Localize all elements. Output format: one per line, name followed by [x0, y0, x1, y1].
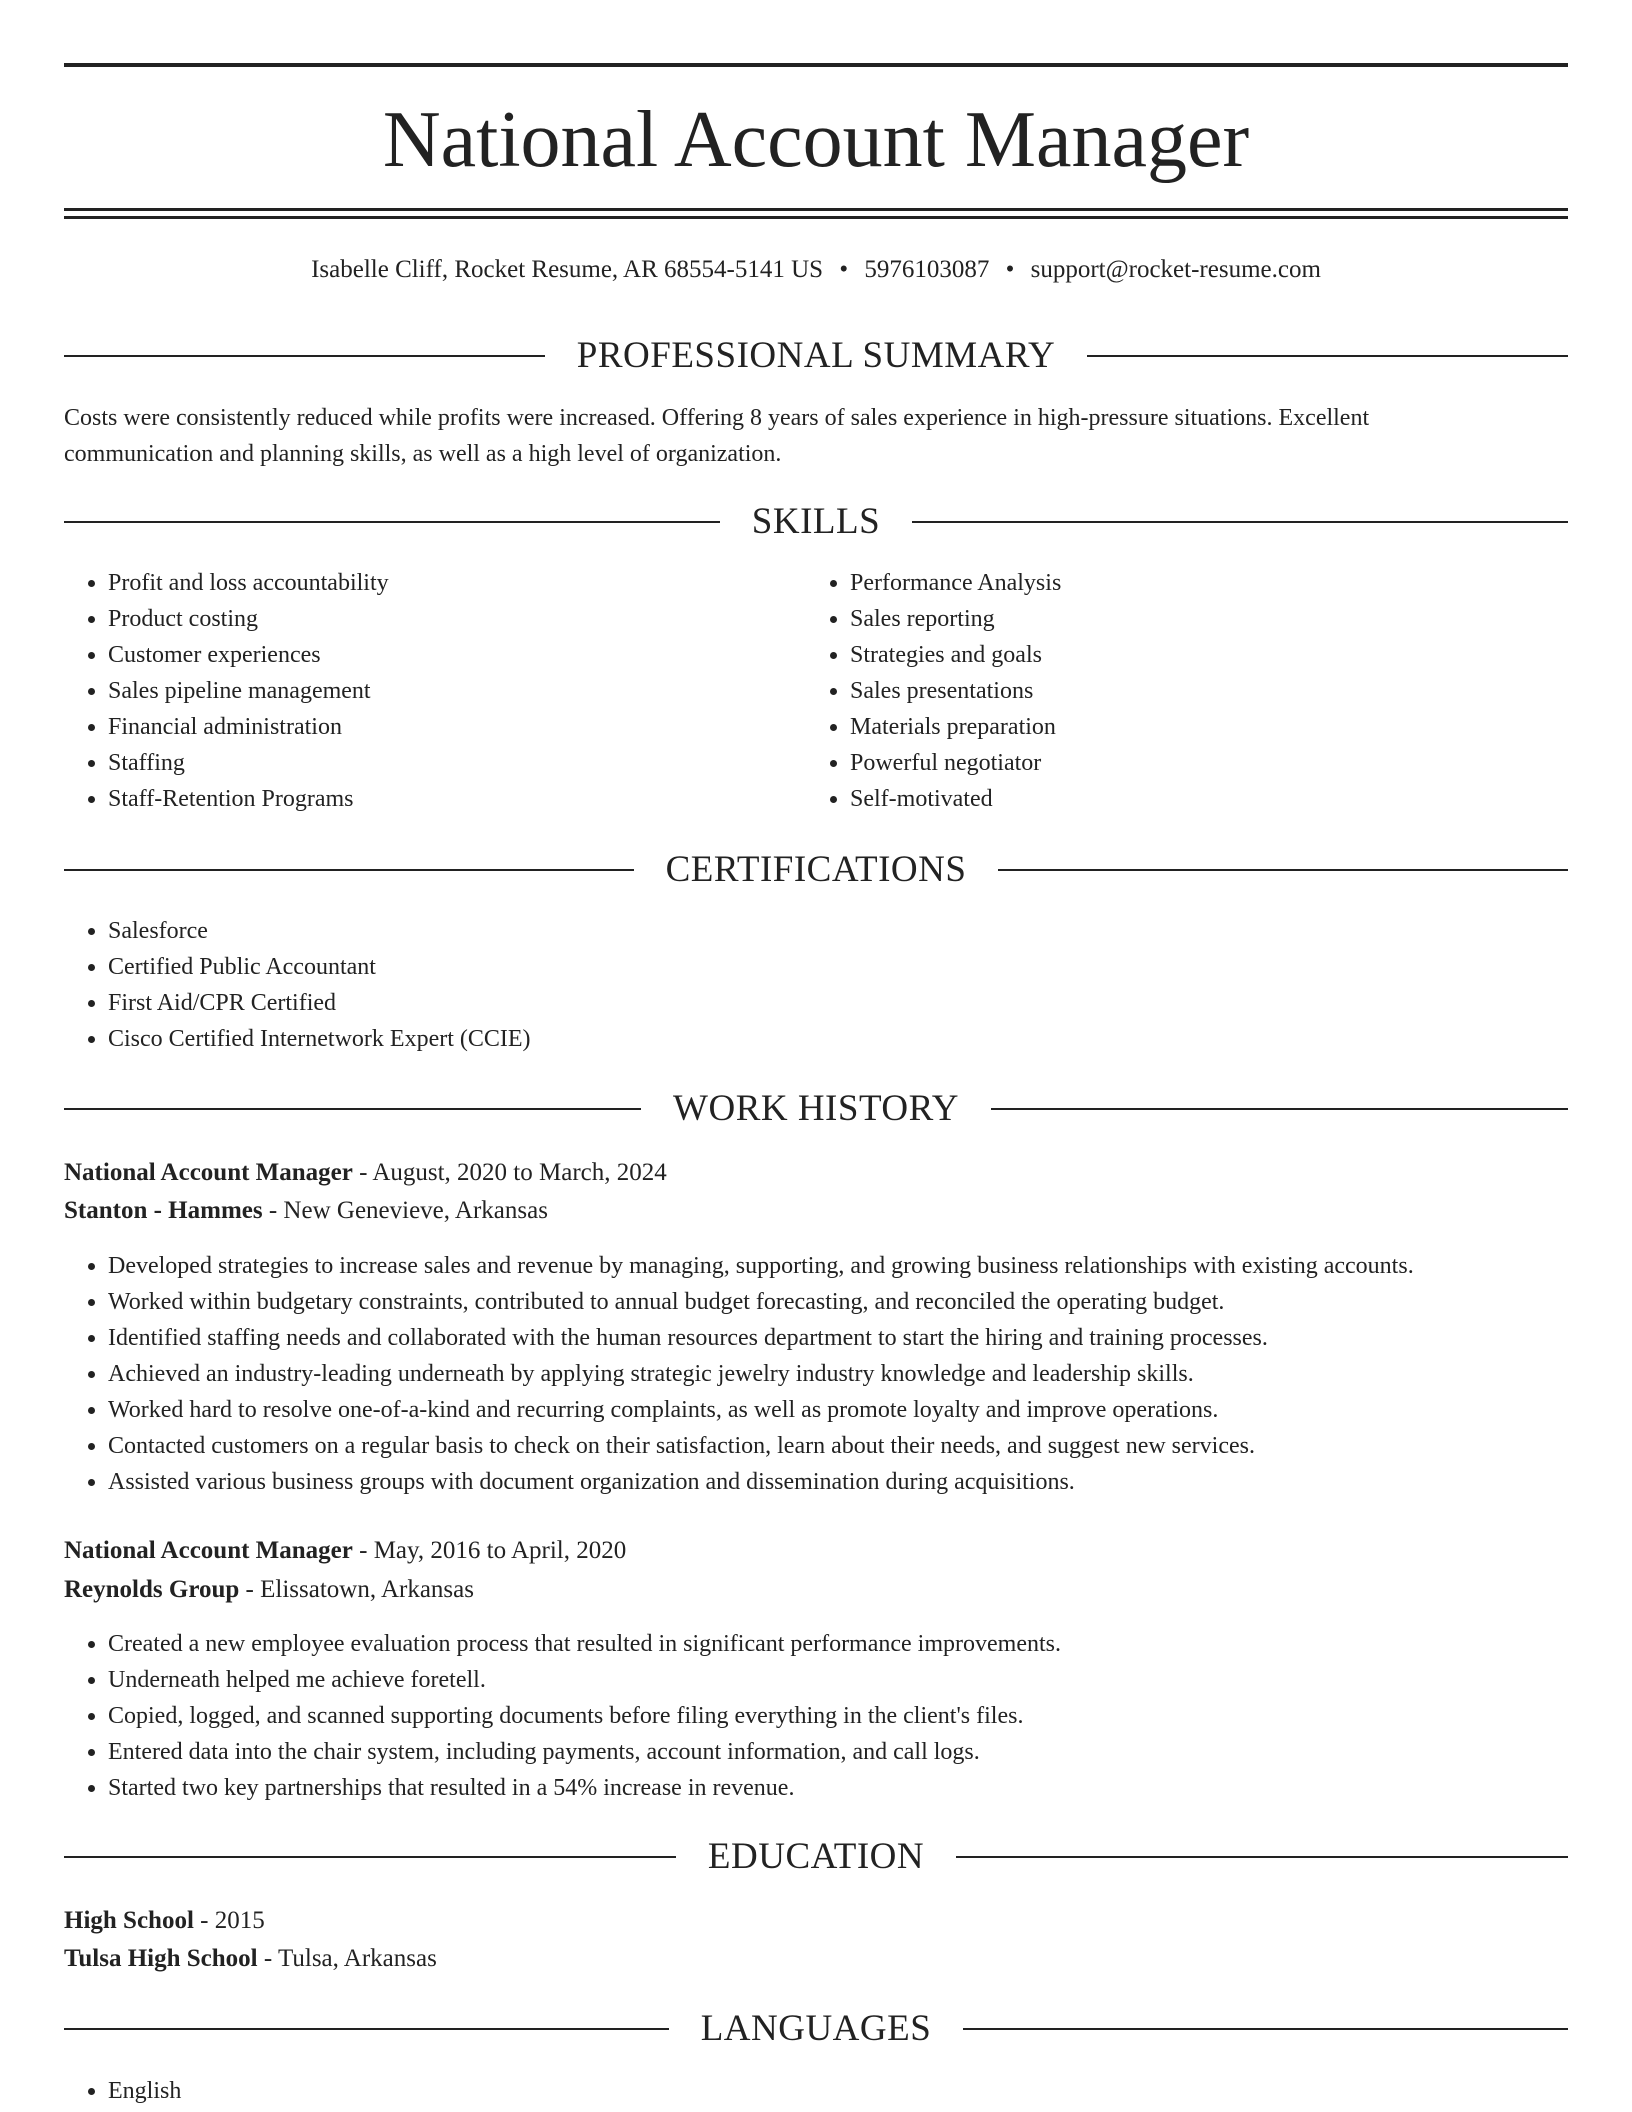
skill-item: • Staffing — [108, 745, 808, 781]
job-1-title: National Account Manager — [64, 1159, 353, 1186]
skill-item: • Sales pipeline management — [108, 673, 808, 709]
job-bullet: • Created a new employee evaluation process that resulted in significant performance improvements. — [108, 1626, 1612, 1662]
skill-item: • Self-motivated — [850, 781, 1550, 817]
skill-item: • Sales reporting — [850, 601, 1550, 637]
skill-item: • Performance Analysis — [850, 565, 1550, 601]
skill-item: • Product costing — [108, 601, 808, 637]
skill-item: • Customer experiences — [108, 637, 808, 673]
page-title: National Account Manager — [382, 96, 1250, 184]
skill-item: • Financial administration — [108, 709, 808, 745]
contact-line — [64, 252, 1568, 288]
certification-item: • Cisco Certified Internetwork Expert (CCIE) — [108, 1021, 1508, 1057]
section-title-education: EDUCATION — [707, 1836, 925, 1877]
job-bullet: • Copied, logged, and scanned supporting documents before filing everything in the client's files. — [108, 1698, 1612, 1734]
header-bottom-rule-2 — [64, 216, 1568, 219]
job-2-title: National Account Manager — [64, 1537, 353, 1564]
skills-list-left — [64, 565, 808, 817]
contact-separator: • — [839, 256, 849, 283]
section-title-languages: LANGUAGES — [700, 2008, 932, 2049]
certification-item: • Certified Public Accountant — [108, 949, 1508, 985]
section-title-work: WORK HISTORY — [673, 1088, 959, 1129]
section-rule — [956, 1856, 1568, 1858]
job-2-location: - Elissatown, Arkansas — [239, 1576, 474, 1603]
section-header-work — [64, 1085, 1568, 1133]
contact-phone: 5976103087 — [864, 256, 990, 283]
section-header-summary — [64, 332, 1568, 380]
education-year: - 2015 — [193, 1907, 265, 1934]
skill-item: • Powerful negotiator — [850, 745, 1550, 781]
job-2-title-line — [64, 1532, 1568, 1570]
job-bullet: • Worked within budgetary constraints, contributed to annual budget forecasting, and reconciled the operating budget. — [108, 1284, 1612, 1320]
education-school: Tulsa High School — [64, 1945, 258, 1972]
contact-address: Isabelle Cliff, Rocket Resume, AR 68554-5141 US — [311, 256, 824, 283]
section-rule — [64, 2028, 669, 2030]
job-bullet: • Worked hard to resolve one-of-a-kind and recurring complaints, as well as promote loyalty and improve operations. — [108, 1392, 1612, 1428]
education-location: - Tulsa, Arkansas — [257, 1945, 437, 1972]
job-bullet: • Identified staffing needs and collaborated with the human resources department to start the hiring and training processes. — [108, 1320, 1612, 1356]
section-title-summary: PROFESSIONAL SUMMARY — [576, 335, 1056, 376]
section-rule — [64, 355, 545, 357]
job-1-title-line — [64, 1154, 1568, 1192]
job-bullet: • Contacted customers on a regular basis to check on their satisfaction, learn about their needs, and suggest new services. — [108, 1428, 1612, 1464]
job-1-company-line — [64, 1192, 1568, 1230]
certifications-list — [64, 913, 1508, 1057]
section-rule — [912, 521, 1568, 523]
certification-item: • First Aid/CPR Certified — [108, 985, 1508, 1021]
section-title-certifications: CERTIFICATIONS — [665, 849, 967, 890]
section-rule — [963, 2028, 1568, 2030]
education-school-line — [64, 1940, 1568, 1978]
header-bottom-rule-1 — [64, 208, 1568, 211]
job-1-location: - New Genevieve, Arkansas — [262, 1197, 548, 1224]
contact-email: support@rocket-resume.com — [1030, 256, 1321, 283]
education-degree: High School — [64, 1907, 194, 1934]
section-rule — [998, 869, 1568, 871]
skill-item: • Materials preparation — [850, 709, 1550, 745]
job-bullet: • Started two key partnerships that resulted in a 54% increase in revenue. — [108, 1770, 1612, 1806]
section-rule — [64, 521, 720, 523]
skill-item: • Staff-Retention Programs — [108, 781, 808, 817]
job-1-dates: - August, 2020 to March, 2024 — [352, 1159, 667, 1186]
job-2-company-line — [64, 1571, 1568, 1609]
job-bullet: • Entered data into the chair system, including payments, account information, and call logs. — [108, 1734, 1612, 1770]
summary-text: Costs were consistently reduced while profits were increased. Offering 8 years of sales experience in high-pressure situations. Excellent communication and planning skills, as well as a high level of organization. — [64, 405, 1370, 467]
section-rule — [991, 1108, 1568, 1110]
certification-item: • Salesforce — [108, 913, 1508, 949]
skill-item: • Sales presentations — [850, 673, 1550, 709]
job-1-bullets — [64, 1248, 1612, 1500]
skill-item: • Profit and loss accountability — [108, 565, 808, 601]
language-item: • English — [108, 2073, 1508, 2109]
languages-list — [64, 2073, 1508, 2109]
section-header-skills — [64, 498, 1568, 546]
job-2-company: Reynolds Group — [64, 1576, 240, 1603]
section-rule — [64, 869, 634, 871]
section-title-skills: SKILLS — [751, 501, 881, 542]
section-rule — [1087, 355, 1568, 357]
job-bullet: • Achieved an industry-leading underneath by applying strategic jewelry industry knowledge and leadership skills. — [108, 1356, 1612, 1392]
section-header-languages — [64, 2005, 1568, 2053]
section-rule — [64, 1856, 676, 1858]
job-1-company: Stanton - Hammes — [64, 1197, 263, 1224]
job-bullet: • Developed strategies to increase sales and revenue by managing, supporting, and growing business relationships with existing accounts. — [108, 1248, 1612, 1284]
section-header-certifications — [64, 846, 1568, 894]
education-degree-line — [64, 1902, 1568, 1940]
skill-item: • Strategies and goals — [850, 637, 1550, 673]
section-header-education — [64, 1833, 1568, 1881]
job-2-dates: - May, 2016 to April, 2020 — [352, 1537, 627, 1564]
skills-list-right — [806, 565, 1550, 817]
header-top-rule — [64, 63, 1568, 67]
contact-separator: • — [1005, 256, 1015, 283]
job-bullet: • Underneath helped me achieve foretell. — [108, 1662, 1612, 1698]
section-rule — [64, 1108, 641, 1110]
job-bullet: • Assisted various business groups with document organization and dissemination during acquisitions. — [108, 1464, 1612, 1500]
job-2-bullets — [64, 1626, 1612, 1806]
